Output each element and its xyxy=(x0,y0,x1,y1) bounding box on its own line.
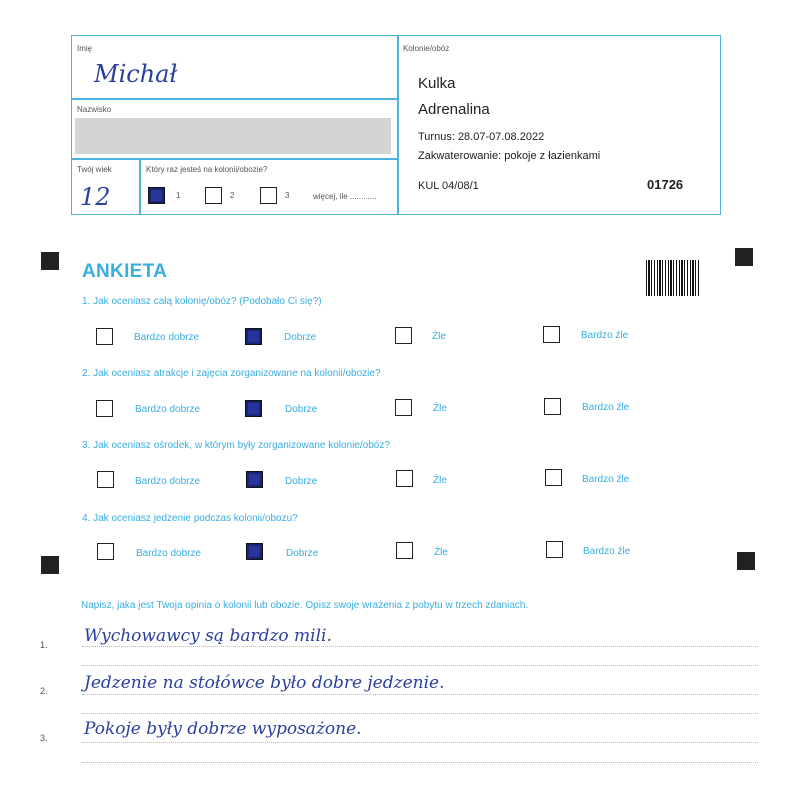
q1-option-bardzo-dobrze[interactable] xyxy=(96,328,113,345)
q2-label-bardzo-dobrze: Bardzo dobrze xyxy=(135,404,201,415)
question-2: 2. Jak oceniasz atrakcje i zajęcia zorganizowane na kolonii/obozie? xyxy=(82,368,381,379)
q3-option-bardzo-zle[interactable] xyxy=(545,469,562,486)
q4-option-zle[interactable] xyxy=(396,542,413,559)
opinion-line-number: 3. xyxy=(40,733,48,743)
header-divider xyxy=(139,158,141,214)
q2-label-zle: Źle xyxy=(433,403,447,414)
q4-option-bardzo-zle[interactable] xyxy=(546,541,563,558)
q4-label-bardzo-dobrze: Bardzo dobrze xyxy=(136,548,202,559)
ktory-raz-option-3: 3 xyxy=(285,191,290,200)
wiecej-label: więcej, ile ............ xyxy=(313,192,377,201)
ktory-raz-checkbox-3[interactable] xyxy=(260,187,277,204)
barcode xyxy=(646,260,701,296)
kolonia-name-1: Kulka xyxy=(418,75,456,92)
ktory-raz-option-1: 1 xyxy=(176,191,181,200)
survey-title: ANKIETA xyxy=(82,261,168,282)
q2-option-dobrze[interactable] xyxy=(245,400,262,417)
q3-label-dobrze: Dobrze xyxy=(285,476,318,487)
q4-label-dobrze: Dobrze xyxy=(286,548,319,559)
q3-option-zle[interactable] xyxy=(396,470,413,487)
q1-label-zle: Źle xyxy=(432,331,446,342)
opinion-line-number: 1. xyxy=(40,640,48,650)
ktory-raz-label: Który raz jesteś na kolonii/obozie? xyxy=(146,165,268,174)
q2-option-bardzo-dobrze[interactable] xyxy=(96,400,113,417)
numer: 01726 xyxy=(647,177,684,192)
dotted-line xyxy=(82,713,758,714)
kolonia-name-2: Adrenalina xyxy=(418,101,490,118)
imie-label: Imię xyxy=(77,44,93,53)
turnus: Turnus: 28.07-07.08.2022 xyxy=(418,131,545,143)
q2-option-zle[interactable] xyxy=(395,399,412,416)
registration-mark xyxy=(737,552,755,570)
q1-label-bardzo-zle: Bardzo źle xyxy=(581,330,629,341)
opinion-line-3[interactable]: Pokoje były dobrze wyposażone. xyxy=(84,719,362,739)
q4-label-zle: Źle xyxy=(434,547,448,558)
q4-option-bardzo-dobrze[interactable] xyxy=(97,543,114,560)
q2-label-dobrze: Dobrze xyxy=(285,404,318,415)
opinion-line-2[interactable]: Jedzenie na stołówce było dobre jedzenie. xyxy=(84,673,445,693)
opinion-instruction: Napisz, jaka jest Twoja opinia o kolonii lub obozie. Opisz swoje wrażenia z pobytu w trzech zdaniach. xyxy=(81,600,529,611)
header-divider xyxy=(72,98,397,100)
kod: KUL 04/08/1 xyxy=(418,180,479,192)
imie-value[interactable]: Michał xyxy=(94,60,178,88)
registration-mark xyxy=(41,252,59,270)
registration-mark xyxy=(41,556,59,574)
ktory-raz-option-2: 2 xyxy=(230,191,235,200)
nazwisko-label: Nazwisko xyxy=(77,105,112,114)
q3-option-bardzo-dobrze[interactable] xyxy=(97,471,114,488)
ktory-raz-checkbox-2[interactable] xyxy=(205,187,222,204)
q4-option-dobrze[interactable] xyxy=(246,543,263,560)
q2-label-bardzo-zle: Bardzo źle xyxy=(582,402,630,413)
dotted-line xyxy=(82,665,758,666)
nazwisko-redacted xyxy=(75,118,391,154)
wiek-label: Twój wiek xyxy=(77,165,112,174)
dotted-line xyxy=(82,646,758,647)
q3-label-zle: Źle xyxy=(433,475,447,486)
dotted-line xyxy=(82,694,758,695)
q1-label-dobrze: Dobrze xyxy=(284,332,317,343)
q1-option-dobrze[interactable] xyxy=(245,328,262,345)
q1-option-bardzo-zle[interactable] xyxy=(543,326,560,343)
zakwaterowanie: Zakwaterowanie: pokoje z łazienkami xyxy=(418,150,601,162)
q3-label-bardzo-dobrze: Bardzo dobrze xyxy=(135,476,201,487)
q1-label-bardzo-dobrze: Bardzo dobrze xyxy=(134,332,200,343)
q3-label-bardzo-zle: Bardzo źle xyxy=(582,474,630,485)
registration-mark xyxy=(735,248,753,266)
ktory-raz-checkbox-1[interactable] xyxy=(148,187,165,204)
q1-option-zle[interactable] xyxy=(395,327,412,344)
q3-option-dobrze[interactable] xyxy=(246,471,263,488)
q2-option-bardzo-zle[interactable] xyxy=(544,398,561,415)
dotted-line xyxy=(82,762,758,763)
kolonia-label: Kolonie/obóz xyxy=(403,44,450,53)
question-3: 3. Jak oceniasz ośrodek, w którym były zorganizowane kolonie/obóz? xyxy=(82,440,390,451)
opinion-line-1[interactable]: Wychowawcy są bardzo mili. xyxy=(84,626,332,646)
question-1: 1. Jak oceniasz całą kolonię/obóz? (Podobało Ci się?) xyxy=(82,296,322,307)
question-4: 4. Jak oceniasz jedzenie podczas kolonii/obozu? xyxy=(82,513,298,524)
header-divider xyxy=(397,36,399,214)
dotted-line xyxy=(82,742,758,743)
header-divider xyxy=(72,158,397,160)
opinion-line-number: 2. xyxy=(40,686,48,696)
wiek-value[interactable]: 12 xyxy=(80,183,111,211)
q4-label-bardzo-zle: Bardzo źle xyxy=(583,546,631,557)
